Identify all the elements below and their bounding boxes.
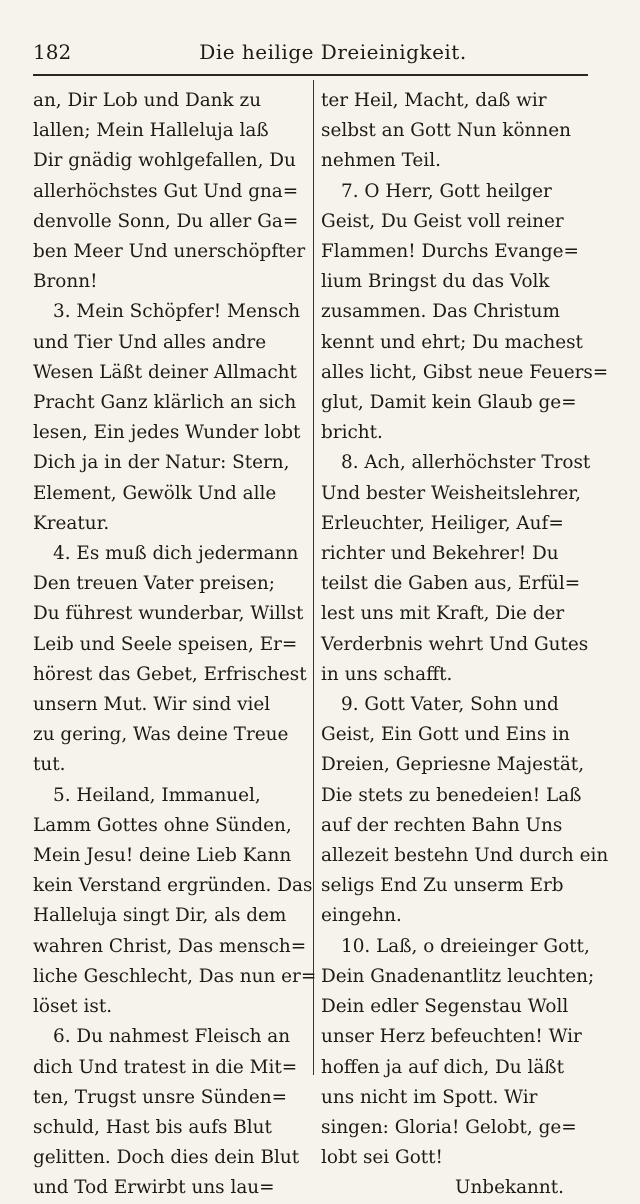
text-line: schuld, Hast bis aufs Blut [33, 1116, 272, 1138]
text-line: teilst die Gaben aus, Erfül= [321, 573, 581, 595]
text-line: Du führest wunderbar, Willst [33, 603, 304, 625]
text-line: löset ist. [33, 996, 113, 1018]
text-line: Dreien, Gepriesne Majestät, [321, 754, 585, 776]
text-line: dich Und tratest in die Mit= [33, 1056, 298, 1078]
text-line: lest uns mit Kraft, Die der [321, 603, 565, 625]
text-line: lium Bringst du das Volk [321, 271, 550, 293]
text-line: auf der rechten Bahn Uns [321, 814, 563, 836]
stanza [33, 1022, 303, 1203]
text-line: Erleuchter, Heiliger, Auf= [321, 512, 564, 534]
text-line: alles licht, Gibst neue Feuers= [321, 361, 609, 383]
text-line: Dir gnädig wohlgefallen, Du [33, 150, 296, 172]
text-line: Bronn! [33, 271, 98, 293]
text-line: 4. Es muß dich jedermann [53, 543, 299, 565]
text-line: liche Geschlecht, Das nun er= [33, 965, 317, 987]
text-line: 3. Mein Schöpfer! Mensch [53, 301, 301, 323]
text-line: Geist, Ein Gott und Eins in [321, 724, 570, 746]
text-line: richter und Bekehrer! Du [321, 543, 559, 565]
column-divider [313, 80, 314, 1075]
text-line: Halleluja singt Dir, als dem [33, 905, 287, 927]
left-column [33, 86, 317, 1204]
stanza [33, 781, 317, 1023]
text-line: lobt sei Gott! [321, 1147, 443, 1169]
text-line: 5. Heiland, Immanuel, [53, 784, 261, 806]
text-line: Wesen Läßt deiner Allmacht [33, 361, 297, 383]
text-line: 8. Ach, allerhöchster Trost [341, 452, 591, 474]
text-line: Dein Gnadenantlitz leuchten; [321, 965, 595, 987]
text-line: Pracht Ganz klärlich an sich [33, 392, 297, 414]
text-line: selbst an Gott Nun können [321, 120, 571, 142]
stanza [33, 297, 303, 539]
text-line: denvolle Sonn, Du aller Ga= [33, 210, 299, 232]
text-line: zu gering, Was deine Treue [33, 724, 289, 746]
text-line: ter Heil, Macht, daß wir [321, 90, 547, 111]
text-line: und Tier Und alles andre [33, 331, 267, 353]
stanza-continuation [321, 86, 588, 177]
text-line: ben Meer Und unerschöpfter [33, 241, 306, 263]
text-line: 6. Du nahmest Fleisch an [53, 1026, 291, 1048]
text-line: Mein Jesu! deine Lieb Kann [33, 845, 292, 867]
text-line: Element, Gewölk Und alle [33, 482, 277, 504]
text-line: singen: Gloria! Gelobt, ge= [321, 1116, 577, 1138]
text-line: Dich ja in der Natur: Stern, [33, 452, 290, 474]
text-line: 10. Laß, o dreieinger Gott, [341, 935, 590, 957]
text-line: Leib und Seele speisen, Er= [33, 633, 298, 655]
text-line: allerhöchstes Gut Und gna= [33, 180, 299, 202]
text-line: kein Verstand ergründen. Das [33, 875, 313, 897]
text-line: 7. O Herr, Gott heilger [341, 180, 552, 202]
hymn-attribution: Unbekannt. [454, 1177, 564, 1199]
running-head: Die heilige Dreieinigkeit. [199, 40, 467, 64]
text-line: nehmen Teil. [321, 150, 441, 172]
page-header [33, 40, 588, 70]
text-line: uns nicht im Spott. Wir [321, 1086, 538, 1108]
text-line: Lamm Gottes ohne Sünden, [33, 814, 292, 836]
text-line: ten, Trugst unsre Sünden= [33, 1086, 288, 1108]
header-rule [33, 74, 588, 76]
text-line: und Tod Erwirbt uns lau= [33, 1177, 275, 1199]
text-line: tut. [33, 754, 66, 776]
text-line: Und bester Weisheitslehrer, [321, 482, 581, 504]
text-line: lallen; Mein Halleluja laß [33, 120, 269, 142]
stanza-continuation [33, 86, 306, 297]
text-line: seligs End Zu unserm Erb [321, 875, 564, 897]
text-line: Die stets zu benedeien! Laß [321, 784, 582, 806]
text-line: eingehn. [321, 905, 402, 927]
text-line: hoffen ja auf dich, Du läßt [321, 1056, 564, 1078]
text-line: zusammen. Das Christum [321, 301, 560, 323]
text-line: Den treuen Vater preisen; [33, 573, 275, 595]
text-line: an, Dir Lob und Dank zu [33, 90, 262, 111]
stanza [321, 690, 609, 932]
text-line: in uns schafft. [321, 663, 453, 685]
text-line: gelitten. Doch dies dein Blut [33, 1147, 300, 1169]
text-line: Kreatur. [33, 512, 110, 534]
page-number: 182 [33, 40, 72, 64]
text-line: allezeit bestehn Und durch ein [321, 845, 609, 867]
text-line: bricht. [321, 422, 383, 444]
text-line: Dein edler Segenstau Woll [321, 996, 569, 1018]
text-line: hörest das Gebet, Erfrischest [33, 663, 307, 685]
text-line: wahren Christ, Das mensch= [33, 935, 307, 957]
text-line: Geist, Du Geist voll reiner [321, 210, 564, 232]
right-column [321, 86, 609, 1204]
text-line: unsern Mut. Wir sind viel [33, 694, 271, 716]
text-line: Verderbnis wehrt Und Gutes [321, 633, 589, 655]
text-line: glut, Damit kein Glaub ge= [321, 392, 577, 414]
stanza [321, 177, 609, 449]
text-line: lesen, Ein jedes Wunder lobt [33, 422, 301, 444]
text-line: unser Herz befeuchten! Wir [321, 1026, 582, 1048]
stanza [33, 539, 307, 781]
stanza [321, 448, 591, 690]
text-line: kennt und ehrt; Du machest [321, 331, 583, 353]
stanza [321, 932, 595, 1174]
text-line: 9. Gott Vater, Sohn und [341, 694, 559, 716]
text-line: Flammen! Durchs Evange= [321, 241, 579, 263]
